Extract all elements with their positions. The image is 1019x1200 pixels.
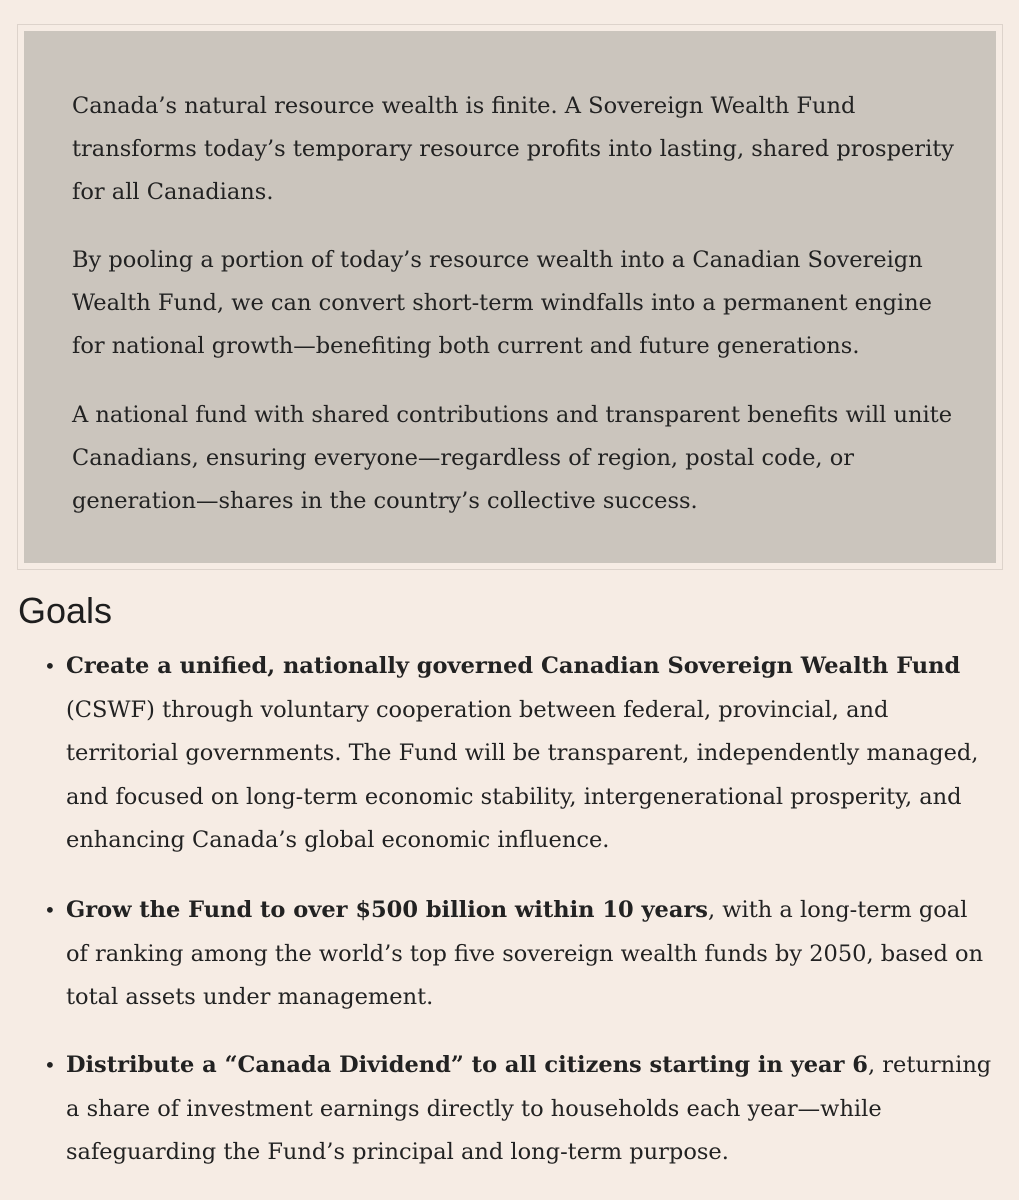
callout-box xyxy=(17,24,1003,570)
goal-item-3 xyxy=(44,1044,996,1175)
goal-item-2-bold: Grow the Fund to over $500 billion within 10 years xyxy=(66,897,708,923)
goal-item-3-bold: Distribute a “Canada Dividend” to all citizens starting in year 6 xyxy=(66,1052,868,1078)
bullet-icon: • xyxy=(44,898,56,922)
goal-item-1-text: (CSWF) through voluntary cooperation between federal, provincial, and territorial governments. The Fund will be transparent, independently managed, and focused on long-term economic stability, intergenerational prosperity, and enhancing Canada’s global economic influence. xyxy=(66,696,979,853)
callout-panel xyxy=(24,31,996,563)
callout-paragraph-3: A national fund with shared contributions and transparent benefits will unite Canadians, ensuring everyone—regardless of region, postal code, or generation—shares in the country’s collective success. xyxy=(72,402,953,514)
bullet-icon: • xyxy=(44,1053,56,1077)
goal-item-2-text: , with a long-term goal of ranking among the world’s top five sovereign wealth funds by 2050, based on total assets under management. xyxy=(66,897,984,1010)
callout-paragraph-2: By pooling a portion of today’s resource wealth into a Canadian Sovereign Wealth Fund, we can convert short-term windfalls into a permanent engine for national growth—benefiting both current and future generations. xyxy=(72,247,932,359)
goal-item-2 xyxy=(44,889,996,1020)
callout-paragraph-1: Canada’s natural resource wealth is finite. A Sovereign Wealth Fund transforms today’s temporary resource profits into lasting, shared prosperity for all Canadians. xyxy=(72,93,955,205)
goal-item-1 xyxy=(44,645,996,863)
goal-item-1-bold: Create a unified, nationally governed Canadian Sovereign Wealth Fund xyxy=(66,653,961,679)
bullet-icon: • xyxy=(44,654,56,678)
goals-heading: Goals xyxy=(18,590,113,631)
goal-item-3-text: , returning a share of investment earnings directly to households each year—while safeguarding the Fund’s principal and long-term purpose. xyxy=(66,1052,992,1165)
